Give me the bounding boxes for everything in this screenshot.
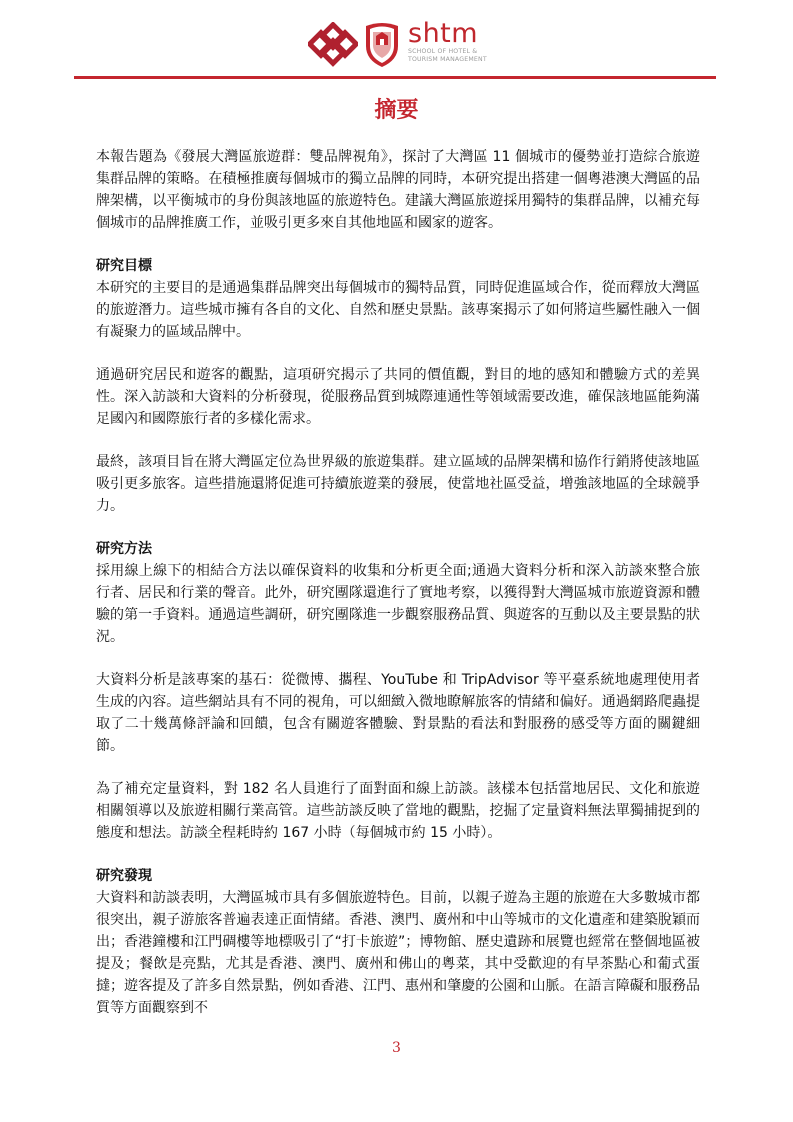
polyu-knot-icon: [308, 22, 358, 68]
section-heading-findings: 研究發現: [96, 868, 152, 884]
intro-paragraph: 本報告題為《發展大灣區旅遊群：雙品牌視角》，探討了大灣區 11 個城市的優勢並打造綜合旅遊集群品牌的策略。在積極推廣每個城市的獨立品牌的同時，本研究提出搭建一個粵港澳大灣區的品牌架構，以平衡城市的身份與該地區的旅遊特色。建議大灣區旅遊採用獨特的集群品牌，以補充每個城市的品牌推廣工作，並吸引更多來自其他地區和國家的遊客。: [96, 149, 700, 231]
page-number: 3: [392, 1040, 401, 1056]
paragraph: 大資料和訪談表明，大灣區城市具有多個旅遊特色。目前，以親子遊為主題的旅遊在大多數城市都很突出，親子游旅客普遍表達正面情緒。香港、澳門、廣州和中山等城市的文化遺產和建築脫穎而出；香港鐘樓和江門碉樓等地標吸引了“打卡旅遊”；博物館、歷史遺跡和展覽也經常在整個地區被提及；餐飲是亮點，尤其是香港、澳門、廣州和佛山的粵菜，其中受歡迎的有早茶點心和葡式蛋撻；遊客提及了許多自然景點，例如香港、江門、惠州和肇慶的公園和山脈。在語言障礙和服務品質等方面觀察到不: [96, 890, 700, 1016]
paragraph: 通過研究居民和遊客的觀點，這項研究揭示了共同的價值觀，對目的地的感知和體驗方式的差異性。深入訪談和大資料的分析發現，從服務品質到城際連通性等領域需要改進，確保該地區能夠滿足國內和國際旅行者的多樣化需求。: [96, 367, 700, 427]
brand-name: shtm: [408, 18, 479, 49]
page-header: [0, 0, 793, 80]
paragraph: 最終，該項目旨在將大灣區定位為世界級的旅遊集群。建立區域的品牌架構和協作行銷將使該地區吸引更多旅客。這些措施還將促進可持續旅遊業的發展，使當地社區受益，增強該地區的全球競爭力。: [96, 454, 700, 514]
paragraph: 採用線上線下的相結合方法以確保資料的收集和分析更全面;通過大資料分析和深入訪談來整合旅行者、居民和行業的聲音。此外，研究團隊還進行了實地考察，以獲得對大灣區城市旅遊資源和體驗的第一手資料。通過這些調研，研究團隊進一步觀察服務品質、與遊客的互動以及主要景點的狀況。: [96, 563, 700, 645]
page-title: 摘要: [374, 98, 419, 123]
section-heading-methods: 研究方法: [96, 541, 152, 557]
shtm-logo: [408, 20, 494, 63]
paragraph: 本研究的主要目的是通過集群品牌突出每個城市的獨特品質，同時促進區域合作，從而釋放大灣區的旅遊潛力。這些城市擁有各自的文化、自然和歷史景點。該專案揭示了如何將這些屬性融入一個有凝聚力的區域品牌中。: [96, 280, 700, 340]
header-rule: [74, 76, 716, 79]
paragraph: 大資料分析是該專案的基石：從微博、攜程、YouTube 和 TripAdvisor 等平臺系統地處理使用者生成的內容。這些網站具有不同的視角，可以細緻入微地瞭解旅客的情緒和偏好。通過網路爬蟲提取了二十幾萬條評論和回饋，包含有關遊客體驗、對景點的看法和對服務的感受等方面的關鍵細節。: [96, 672, 700, 754]
crest-icon: [362, 20, 402, 68]
section-heading-objectives: 研究目標: [96, 258, 152, 274]
paragraph: 為了補充定量資料，對 182 名人員進行了面對面和線上訪談。該樣本包括當地居民、文化和旅遊相關領導以及旅遊相關行業高管。這些訪談反映了當地的觀點，挖掘了定量資料無法單獨捕捉到的態度和想法。訪談全程耗時約 167 小時（每個城市約 15 小時）。: [96, 781, 700, 841]
brand-subtitle: SCHOOL OF HOTEL & TOURISM MANAGEMENT: [408, 48, 487, 63]
document-body: [96, 146, 700, 1040]
